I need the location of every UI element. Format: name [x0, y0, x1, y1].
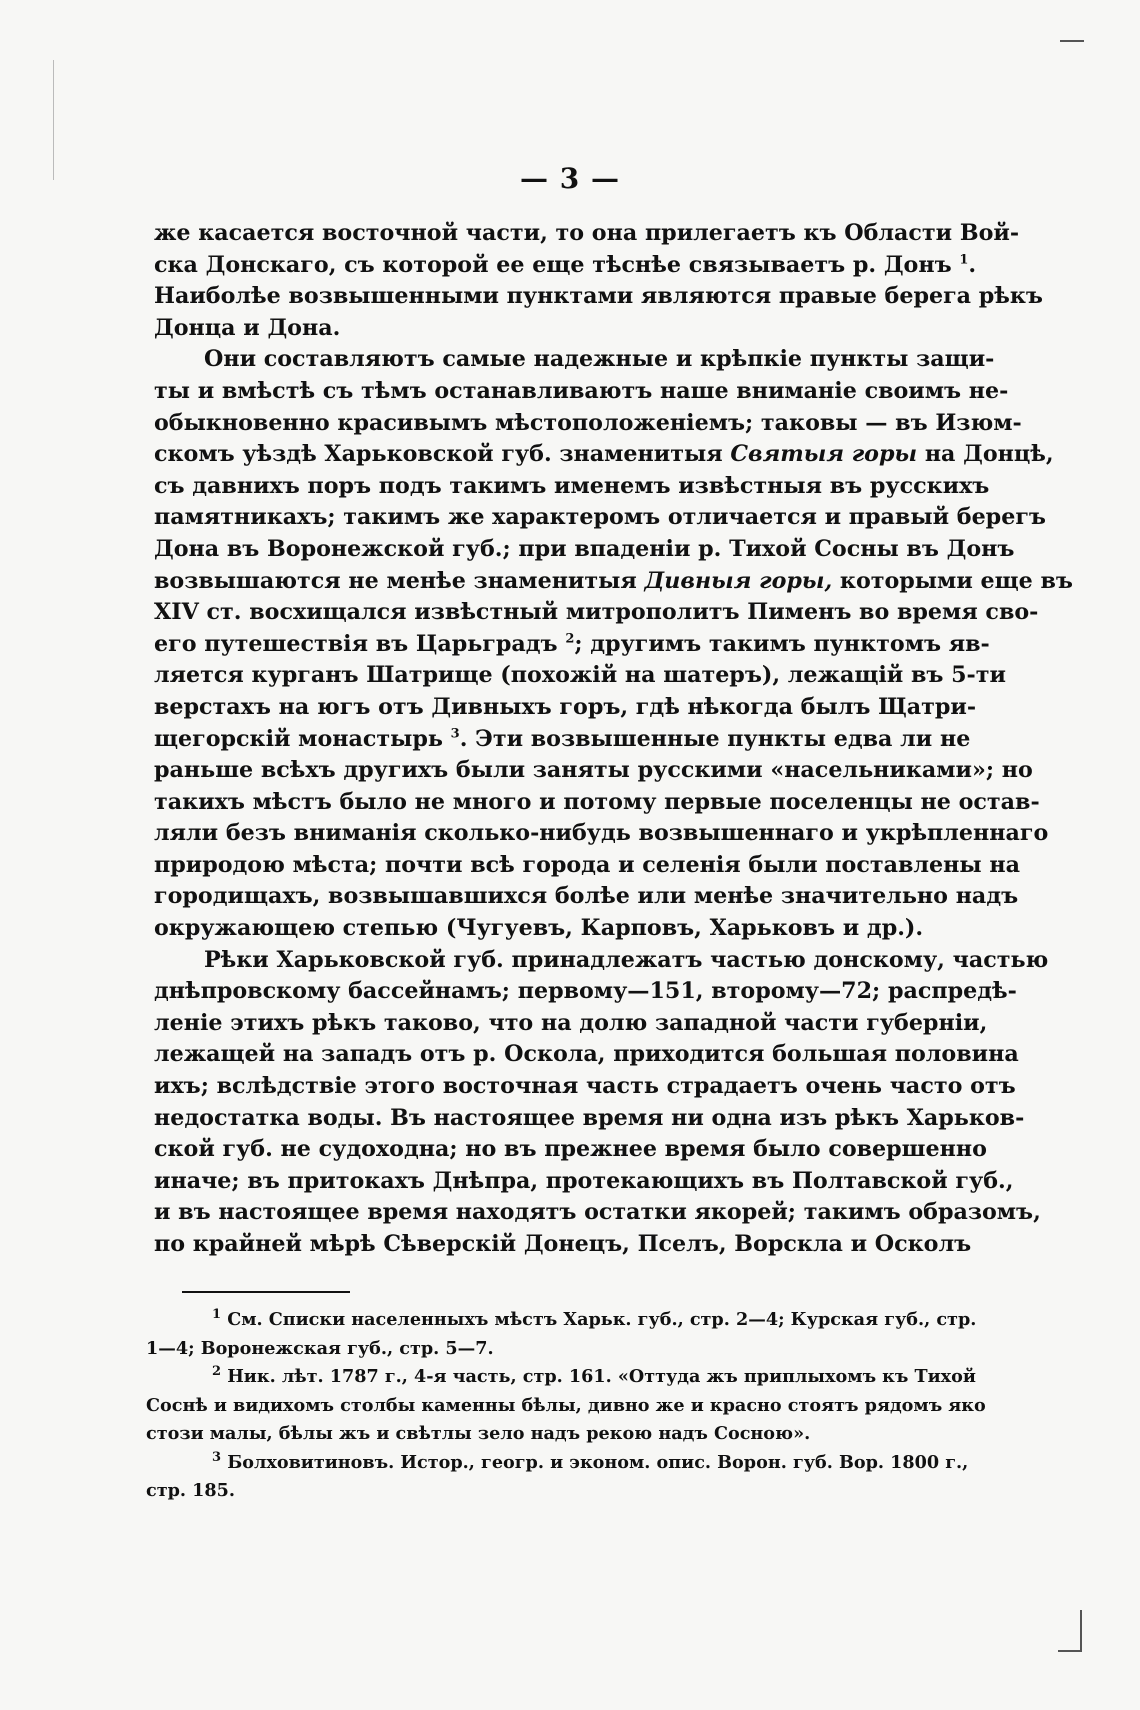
- footnote-line: Соснѣ и видихомъ столбы каменны бѣлы, дивно же и красно стоятъ рядомъ яко: [146, 1394, 986, 1416]
- text-line: обыкновенно красивымъ мѣстоположеніемъ; таковы — въ Изюм-: [154, 409, 1022, 436]
- text-line: XIV ст. восхищался извѣстный митрополитъ Пименъ во время сво-: [154, 599, 1039, 626]
- text-line: возвышаются не менѣе знаменитыя Дивныя горы, которыми еще въ: [154, 567, 1073, 594]
- page-number: — 3 —: [520, 162, 620, 195]
- text-line: Дона въ Воронежской губ.; при впаденіи р. Тихой Сосны въ Донъ: [154, 535, 1015, 562]
- text-line: природою мѣста; почти всѣ города и селенія были поставлены на: [154, 851, 1020, 878]
- footnotes: [146, 1306, 986, 1506]
- footnote-ref: 2: [565, 631, 575, 647]
- text-line: иначе; въ притокахъ Днѣпра, протекающихъ въ Полтавской губ.,: [154, 1167, 1014, 1194]
- text-line: съ давнихъ поръ подъ такимъ именемъ извѣстныя въ русскихъ: [154, 472, 990, 499]
- italic-place-name: Дивныя горы,: [644, 567, 833, 594]
- footnote-line: $^3$ Болховитиновъ. Истор., геогр. и эконом. опис. Ворон. губ. Вор. 1800 г.,: [212, 1449, 969, 1473]
- text-line: недостатка воды. Въ настоящее время ни одна изъ рѣкъ Харьков-: [154, 1104, 1025, 1131]
- footnote-line: 1—4; Воронежская губ., стр. 5—7.: [146, 1337, 494, 1359]
- text-line: его путешествія въ Царьградъ $^2$; другимъ такимъ пунктомъ яв-: [154, 630, 990, 657]
- italic-place-name: Святыя горы: [730, 441, 918, 468]
- text-line: Наиболѣе возвышенными пунктами являются правые берега рѣкъ: [154, 283, 1043, 310]
- text-line: Донца и Дона.: [154, 314, 341, 341]
- text-line: ты и вмѣстѣ съ тѣмъ останавливаютъ наше вниманіе своимъ не-: [154, 377, 1009, 404]
- text-line: верстахъ на югъ отъ Дивныхъ горъ, гдѣ нѣкогда былъ Щатри-: [154, 693, 977, 720]
- footnote-separator: [182, 1291, 350, 1293]
- footnote-line: $^2$ Ник. лѣт. 1787 г., 4-я часть, стр. 161. «Оттуда жъ приплыхомъ къ Тихой: [212, 1364, 976, 1387]
- main-text: [154, 218, 1073, 1261]
- text-line: скомъ уѣздѣ Харьковской губ. знаменитыя Святыя горы на Донцѣ,: [154, 441, 1054, 468]
- text-line: лежащей на западъ отъ р. Оскола, приходится большая половина: [154, 1041, 1019, 1068]
- footnote-mark: 1: [212, 1307, 222, 1323]
- footnote-ref: 3: [450, 726, 460, 742]
- text-line: ска Донскаго, съ которой ее еще тѣснѣе связываетъ р. Донъ $^1$.: [154, 251, 977, 278]
- text-line: Они составляютъ самые надежные и крѣпкіе пункты защи-: [204, 346, 995, 373]
- text-line: такихъ мѣстъ было не много и потому первые поселенцы не остав-: [154, 788, 1040, 815]
- text-line: леніе этихъ рѣкъ таково, что на долю западной части губерніи,: [154, 1009, 988, 1036]
- text-line: по крайней мѣрѣ Сѣверскій Донецъ, Пселъ, Ворскла и Осколъ: [154, 1231, 972, 1257]
- footnote-mark: 2: [212, 1364, 222, 1380]
- text-line: же касается восточной части, то она прилегаетъ къ Области Вой-: [154, 220, 1020, 246]
- text-line: окружающею степью (Чугуевъ, Карповъ, Харьковъ и др.).: [154, 915, 924, 942]
- footnote-ref: 1: [959, 252, 969, 268]
- text-line: днѣпровскому бассейнамъ; первому—151, второму—72; распредѣ-: [154, 978, 1017, 1005]
- text-line: памятникахъ; такимъ же характеромъ отличается и правый берегъ: [154, 504, 1046, 531]
- text-line: ской губ. не судоходна; но въ прежнее время было совершенно: [154, 1136, 987, 1163]
- footnote-line: $^1$ См. Списки населенныхъ мѣстъ Харьк. губ., стр. 2—4; Курская губ., стр.: [212, 1307, 977, 1330]
- footnote-mark: 3: [212, 1449, 222, 1465]
- text-line: раньше всѣхъ другихъ были заняты русскими «насельниками»; но: [154, 757, 1033, 784]
- footnote-line: стози малы, бѣлы жъ и свѣтлы зело надъ рекою надъ Сосною».: [146, 1423, 811, 1444]
- text-line: ляется курганъ Шатрище (похожій на шатеръ), лежащій въ 5-ти: [154, 662, 1006, 689]
- scan-crop-mark: [1060, 40, 1084, 42]
- scan-crop-mark: [1080, 1610, 1082, 1650]
- text-line: и въ настоящее время находятъ остатки якорей; такимъ образомъ,: [154, 1199, 1041, 1226]
- scan-crop-mark: [1058, 1650, 1082, 1652]
- text-line: городищахъ, возвышавшихся болѣе или менѣе значительно надъ: [154, 883, 1019, 910]
- footnote-line: стр. 185.: [146, 1480, 236, 1501]
- text-line: ляли безъ вниманія сколько-нибудь возвышеннаго и укрѣпленнаго: [154, 820, 1049, 847]
- text-line: ихъ; вслѣдствіе этого восточная часть страдаетъ очень часто отъ: [154, 1073, 1016, 1100]
- text-line: щегорскій монастырь $^3$. Эти возвышенные пункты едва ли не: [154, 725, 971, 752]
- text-line: Рѣки Харьковской губ. принадлежатъ частью донскому, частью: [204, 946, 1049, 973]
